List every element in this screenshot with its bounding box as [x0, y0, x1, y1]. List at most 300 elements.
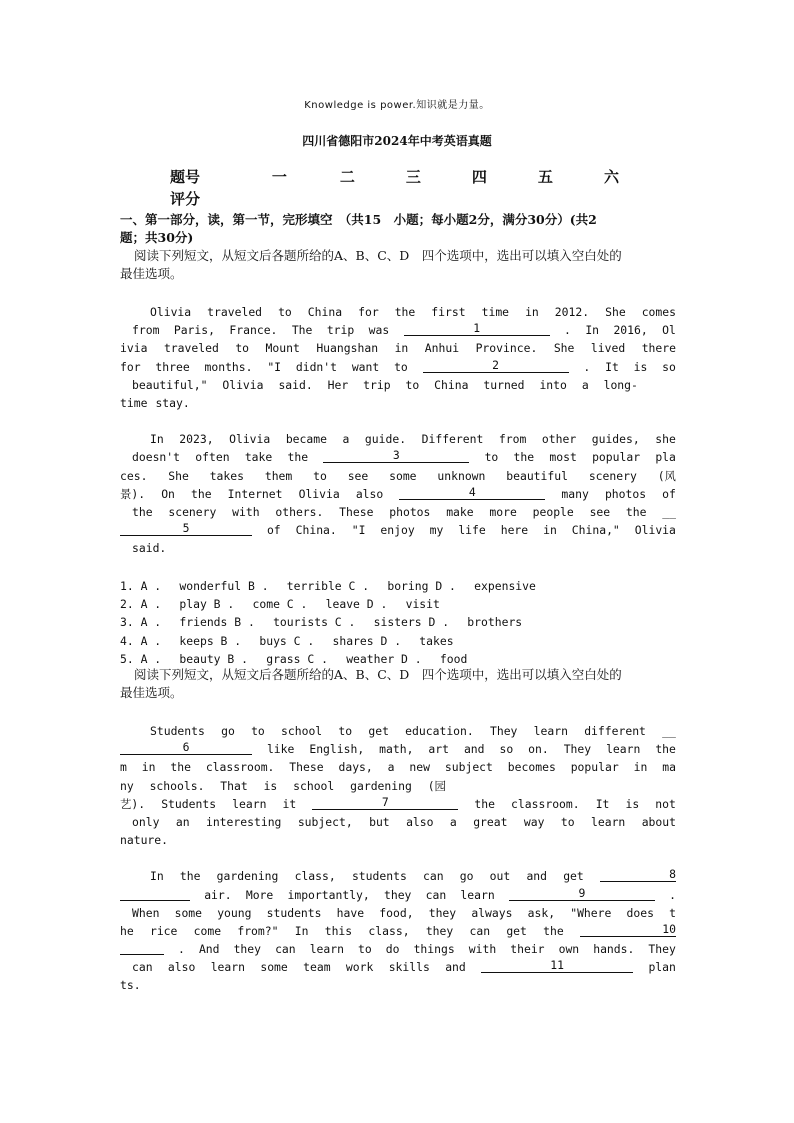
text-line — [120, 467, 676, 485]
word: gardening — [350, 778, 412, 793]
word: ts. — [120, 978, 141, 993]
word: . — [564, 323, 571, 338]
header-note: Knowledge is power.知识就是力量。 — [304, 100, 490, 111]
word: m — [120, 760, 127, 775]
score-cell: 题号 — [170, 168, 201, 186]
text-line — [120, 339, 676, 357]
word: unknown — [437, 468, 486, 483]
word: days, — [338, 760, 373, 775]
text-line — [120, 922, 676, 940]
word: More — [245, 887, 274, 902]
word: learn — [591, 814, 626, 829]
blank-2[interactable]: 2 — [423, 358, 569, 373]
word: enjoy — [380, 523, 415, 538]
word: (园 — [427, 778, 446, 793]
word: to — [251, 724, 265, 738]
word: Students — [161, 796, 217, 811]
word: ivia — [120, 341, 148, 356]
word: nature. — [120, 833, 169, 848]
word: my — [429, 523, 444, 538]
word: pla — [655, 450, 676, 465]
word: trip — [326, 323, 355, 338]
word: always — [471, 905, 513, 920]
word: way — [523, 814, 545, 829]
word: Her — [327, 377, 349, 392]
word: some — [389, 468, 417, 483]
word: 2012. — [554, 305, 590, 319]
word: gardening — [216, 869, 279, 884]
instruction-line: 最佳选项。 — [120, 685, 183, 700]
word: long- — [603, 377, 638, 392]
word: get — [368, 724, 389, 738]
word: food, — [379, 905, 414, 920]
word: math, — [379, 742, 414, 757]
word: Olivia — [229, 432, 271, 447]
word: a — [449, 814, 457, 829]
word: months. — [204, 359, 253, 374]
blank-8-continued[interactable] — [120, 886, 190, 901]
score-table — [170, 166, 670, 210]
word: Students — [150, 724, 205, 738]
word: China — [434, 377, 469, 392]
word: to — [560, 814, 575, 829]
word: Different — [421, 432, 484, 447]
word: They — [648, 942, 676, 957]
word: only — [132, 814, 160, 829]
passage-1 — [120, 303, 676, 557]
word: in — [141, 760, 156, 775]
text-line — [120, 376, 676, 394]
word: subject — [444, 760, 493, 775]
options-list-1 — [120, 577, 680, 668]
section-heading — [120, 211, 680, 247]
word: the — [287, 450, 309, 465]
word: like — [266, 742, 295, 757]
word: __ — [662, 504, 676, 519]
word: Ol — [662, 323, 676, 338]
score-cell: 一 — [271, 168, 287, 186]
word: in — [633, 760, 648, 775]
word: here — [500, 523, 529, 538]
word: a — [581, 377, 589, 392]
text-line — [120, 795, 676, 813]
word: was — [368, 323, 390, 338]
word: them — [264, 468, 293, 483]
word: skills — [388, 960, 430, 975]
word: the — [625, 504, 647, 519]
word: make — [446, 504, 474, 519]
word: a — [342, 432, 350, 447]
blank-8[interactable]: 8 — [600, 867, 676, 882]
word: learn — [533, 724, 568, 738]
word: life — [458, 523, 486, 538]
word: became — [285, 432, 327, 447]
word: students — [266, 905, 322, 920]
word: trip — [363, 377, 391, 392]
text-line — [120, 539, 676, 557]
word: classroom. — [205, 760, 275, 775]
section-heading-line: 题；共30分) — [120, 230, 194, 245]
text-line — [120, 448, 676, 466]
word: the — [543, 923, 564, 938]
word: In — [150, 432, 164, 447]
word: Mount — [265, 341, 300, 356]
word: class, — [294, 869, 336, 884]
word: do — [385, 942, 400, 957]
word: get — [563, 869, 584, 884]
word: China," — [571, 523, 620, 538]
word: turned — [483, 377, 525, 392]
score-cell: 二 — [339, 168, 355, 186]
word: the — [655, 742, 676, 757]
word: can — [469, 923, 491, 938]
blank-6[interactable]: 6 — [120, 740, 252, 755]
word: Province. — [475, 341, 538, 356]
instruction — [120, 247, 680, 283]
word: and — [526, 869, 548, 884]
word: Olivia — [222, 377, 264, 392]
word: also — [355, 486, 384, 501]
option-row: 3. A . friends B . tourists C . sisters D . brothers — [120, 615, 523, 630]
word: new — [409, 760, 430, 775]
word: guide. — [364, 432, 407, 447]
page-title: 四川省德阳市2024年中考英语真题 — [302, 134, 492, 148]
option-row: 2. A . play B . come C . leave D . visit — [120, 597, 440, 612]
word: the — [513, 450, 535, 465]
word: have — [336, 905, 365, 920]
word: (风 — [657, 468, 676, 483]
word: . — [583, 359, 591, 374]
word: to — [338, 724, 353, 738]
word: In — [294, 923, 309, 938]
word: own — [558, 942, 580, 957]
word: didn't — [295, 359, 338, 374]
word: out — [489, 869, 511, 884]
word: to — [394, 359, 408, 374]
word: so — [499, 742, 514, 757]
word: importantly, — [287, 887, 370, 902]
word: the — [190, 486, 212, 501]
word: It — [595, 796, 610, 811]
text-line — [120, 976, 676, 994]
score-cell: 六 — [603, 168, 619, 186]
word: but — [369, 814, 390, 829]
blank-3[interactable]: 3 — [323, 448, 469, 463]
text-line — [120, 521, 676, 539]
word: school — [293, 778, 335, 793]
blank-9[interactable]: 9 — [509, 886, 655, 901]
word: of — [266, 523, 281, 538]
text-line — [120, 321, 676, 339]
word: with — [232, 504, 260, 519]
word: time — [481, 305, 510, 319]
word: school — [281, 724, 323, 738]
instruction-line: 最佳选项。 — [120, 266, 183, 281]
word: popular — [592, 450, 641, 465]
text-line — [120, 394, 676, 412]
word: often — [195, 450, 230, 465]
word: in — [543, 523, 557, 538]
section-heading-line: 一、第一部分，读，第一节，完形填空 （共15 小题；每小题2分，满分30分）(共2 — [120, 212, 597, 227]
instruction-line: 阅读下列短文，从短文后各题所给的A、B、C、D 四个选项中，选出可以填入空白处的 — [134, 667, 622, 682]
word: education. — [405, 724, 474, 738]
word: come — [193, 923, 222, 938]
word: there — [641, 341, 676, 356]
word: go — [459, 869, 474, 884]
word: three — [155, 359, 190, 374]
word: 2016, — [613, 323, 648, 338]
word: they — [233, 942, 262, 957]
word: traveled — [163, 341, 219, 356]
word: can — [275, 942, 296, 957]
text-line — [120, 430, 676, 448]
word: and — [445, 960, 466, 975]
word: into — [539, 377, 567, 392]
word: the — [394, 305, 416, 319]
word: in — [525, 305, 539, 319]
word: so — [662, 359, 676, 374]
word: The — [291, 323, 313, 338]
word: he — [120, 923, 134, 938]
word: lived — [590, 341, 626, 356]
word: different — [584, 724, 646, 738]
blank-11[interactable]: 11 — [481, 958, 633, 973]
word: Olivia — [634, 523, 676, 538]
word: When — [132, 905, 160, 920]
word: . — [178, 942, 185, 957]
word: students — [351, 869, 407, 884]
blank-5[interactable]: 5 — [120, 521, 252, 536]
word: t — [669, 905, 676, 920]
text-line — [120, 867, 676, 885]
word: others. — [275, 504, 324, 519]
word: learn — [232, 796, 267, 811]
word: Paris, — [173, 323, 215, 338]
word: scenery — [168, 504, 217, 519]
word: These — [289, 760, 324, 775]
text-line — [120, 722, 676, 740]
option-row: 4. A . keeps B . buys C . shares D . takes — [120, 633, 454, 648]
word: for — [120, 359, 141, 374]
word: English, — [309, 742, 365, 757]
blank-4[interactable]: 4 — [399, 485, 545, 500]
word: beautiful," — [132, 377, 208, 392]
instruction — [120, 666, 680, 702]
word: can — [132, 960, 153, 975]
word: is — [633, 359, 648, 374]
word: Olivia — [150, 305, 192, 319]
blank-10-continued[interactable] — [120, 940, 164, 955]
word: they — [428, 905, 457, 920]
word: 2023, — [179, 432, 214, 447]
word: France. — [229, 323, 278, 338]
word: 艺). — [120, 796, 146, 811]
word: In — [585, 323, 600, 338]
word: "I — [267, 359, 282, 374]
word: great — [473, 814, 508, 829]
text-line — [120, 503, 676, 521]
word: becomes — [507, 760, 556, 775]
word: to — [278, 305, 292, 319]
score-cell: 评分 — [170, 190, 201, 208]
word: 景). — [120, 486, 146, 501]
word: it — [282, 796, 297, 811]
word: traveled — [207, 305, 263, 319]
word: She — [605, 305, 626, 319]
word: most — [549, 450, 577, 465]
blank-10[interactable]: 10 — [580, 922, 676, 937]
word: China — [307, 305, 343, 319]
word: many — [561, 486, 589, 501]
word: Anhui — [424, 341, 460, 356]
word: team — [303, 960, 331, 975]
text-line — [120, 904, 676, 922]
word: class, — [368, 923, 410, 938]
word: this — [324, 923, 353, 938]
text-line — [120, 940, 676, 958]
text-line — [120, 303, 676, 321]
word: learn — [460, 887, 495, 902]
score-cell: 三 — [405, 168, 421, 186]
word: about — [641, 814, 676, 829]
word: the — [170, 760, 191, 775]
word: their — [510, 942, 545, 957]
word: to — [313, 468, 327, 483]
text-line — [120, 831, 676, 849]
word: from?" — [237, 923, 279, 938]
word: in — [394, 341, 409, 356]
word: doesn't — [132, 450, 181, 465]
score-row-score — [170, 188, 670, 210]
word: time — [120, 395, 148, 410]
text-line — [120, 886, 676, 904]
word: people — [532, 504, 574, 519]
passage-2 — [120, 722, 676, 995]
word: does — [626, 905, 654, 920]
word: air. — [204, 887, 232, 902]
word: Olivia — [298, 486, 340, 501]
word: schools. — [149, 778, 205, 793]
word: can — [423, 869, 444, 884]
word: to — [235, 341, 250, 356]
word: That — [220, 778, 248, 793]
word: . — [669, 887, 676, 902]
word: from — [132, 323, 160, 338]
word: comes — [641, 305, 676, 319]
word: the — [132, 504, 153, 519]
text-line — [120, 740, 676, 758]
word: take — [244, 450, 273, 465]
score-row-header — [170, 166, 670, 188]
word: learn — [606, 742, 641, 757]
word: see — [347, 468, 369, 483]
word: They — [489, 724, 518, 738]
word: scenery — [588, 468, 637, 483]
text-line — [120, 813, 676, 831]
word: and — [463, 742, 485, 757]
option-row: 1. A . wonderful B . terrible C . boring D . expensive — [120, 579, 536, 593]
word: a — [387, 760, 395, 775]
word: ces. — [120, 468, 148, 483]
word: learn — [210, 960, 245, 975]
word: Huangshan — [316, 341, 379, 356]
word: ny — [120, 778, 134, 793]
word: they — [425, 923, 454, 938]
word: guides, — [591, 432, 640, 447]
word: to — [358, 942, 372, 957]
word: first — [431, 305, 466, 319]
word: It — [605, 359, 619, 374]
word: __ — [662, 724, 676, 738]
word: ma — [662, 760, 676, 775]
word: They — [563, 742, 592, 757]
instruction-line: 阅读下列短文，从短文后各题所给的A、B、C、D 四个选项中，选出可以填入空白处的 — [134, 248, 622, 263]
word: stay. — [155, 395, 190, 410]
text-line — [120, 777, 676, 795]
score-cell: 五 — [537, 168, 553, 186]
word: subject, — [297, 814, 353, 829]
blank-1[interactable]: 1 — [404, 321, 550, 336]
word: they — [383, 887, 412, 902]
word: is — [625, 796, 640, 811]
word: photos — [604, 486, 647, 501]
word: said. — [132, 541, 167, 556]
word: with — [468, 942, 497, 957]
word: beautiful — [506, 468, 568, 483]
word: She — [553, 341, 575, 356]
word: on. — [528, 742, 549, 757]
word: get — [506, 923, 527, 938]
word: go — [221, 724, 235, 738]
word: other — [541, 432, 577, 447]
text-line — [120, 358, 676, 376]
blank-7[interactable]: 7 — [312, 795, 458, 810]
word: Internet — [227, 486, 283, 501]
word: some — [174, 905, 203, 920]
word: things — [413, 942, 455, 957]
score-cell: 四 — [471, 168, 487, 186]
text-line — [120, 758, 676, 776]
word: And — [198, 942, 220, 957]
word: said. — [278, 377, 313, 392]
word: China. — [295, 523, 337, 538]
word: takes — [209, 468, 244, 483]
word: photos — [389, 504, 431, 519]
word: On — [161, 486, 175, 501]
word: of — [662, 486, 676, 501]
word: hands. — [593, 942, 635, 957]
word: "Where — [570, 905, 612, 920]
word: for — [358, 305, 379, 319]
word: from — [498, 432, 527, 447]
word: more — [489, 504, 517, 519]
word: the — [474, 796, 495, 811]
word: an — [175, 814, 190, 829]
word: see — [589, 504, 611, 519]
word: "I — [351, 523, 366, 538]
word: some — [260, 960, 288, 975]
word: In — [150, 869, 164, 884]
text-line — [120, 485, 676, 503]
word: also — [406, 814, 434, 829]
word: she — [655, 432, 676, 447]
word: the — [179, 869, 201, 884]
word: want — [351, 359, 380, 374]
word: to — [484, 450, 499, 465]
word: not — [655, 796, 676, 811]
word: is — [263, 778, 278, 793]
word: also — [167, 960, 196, 975]
